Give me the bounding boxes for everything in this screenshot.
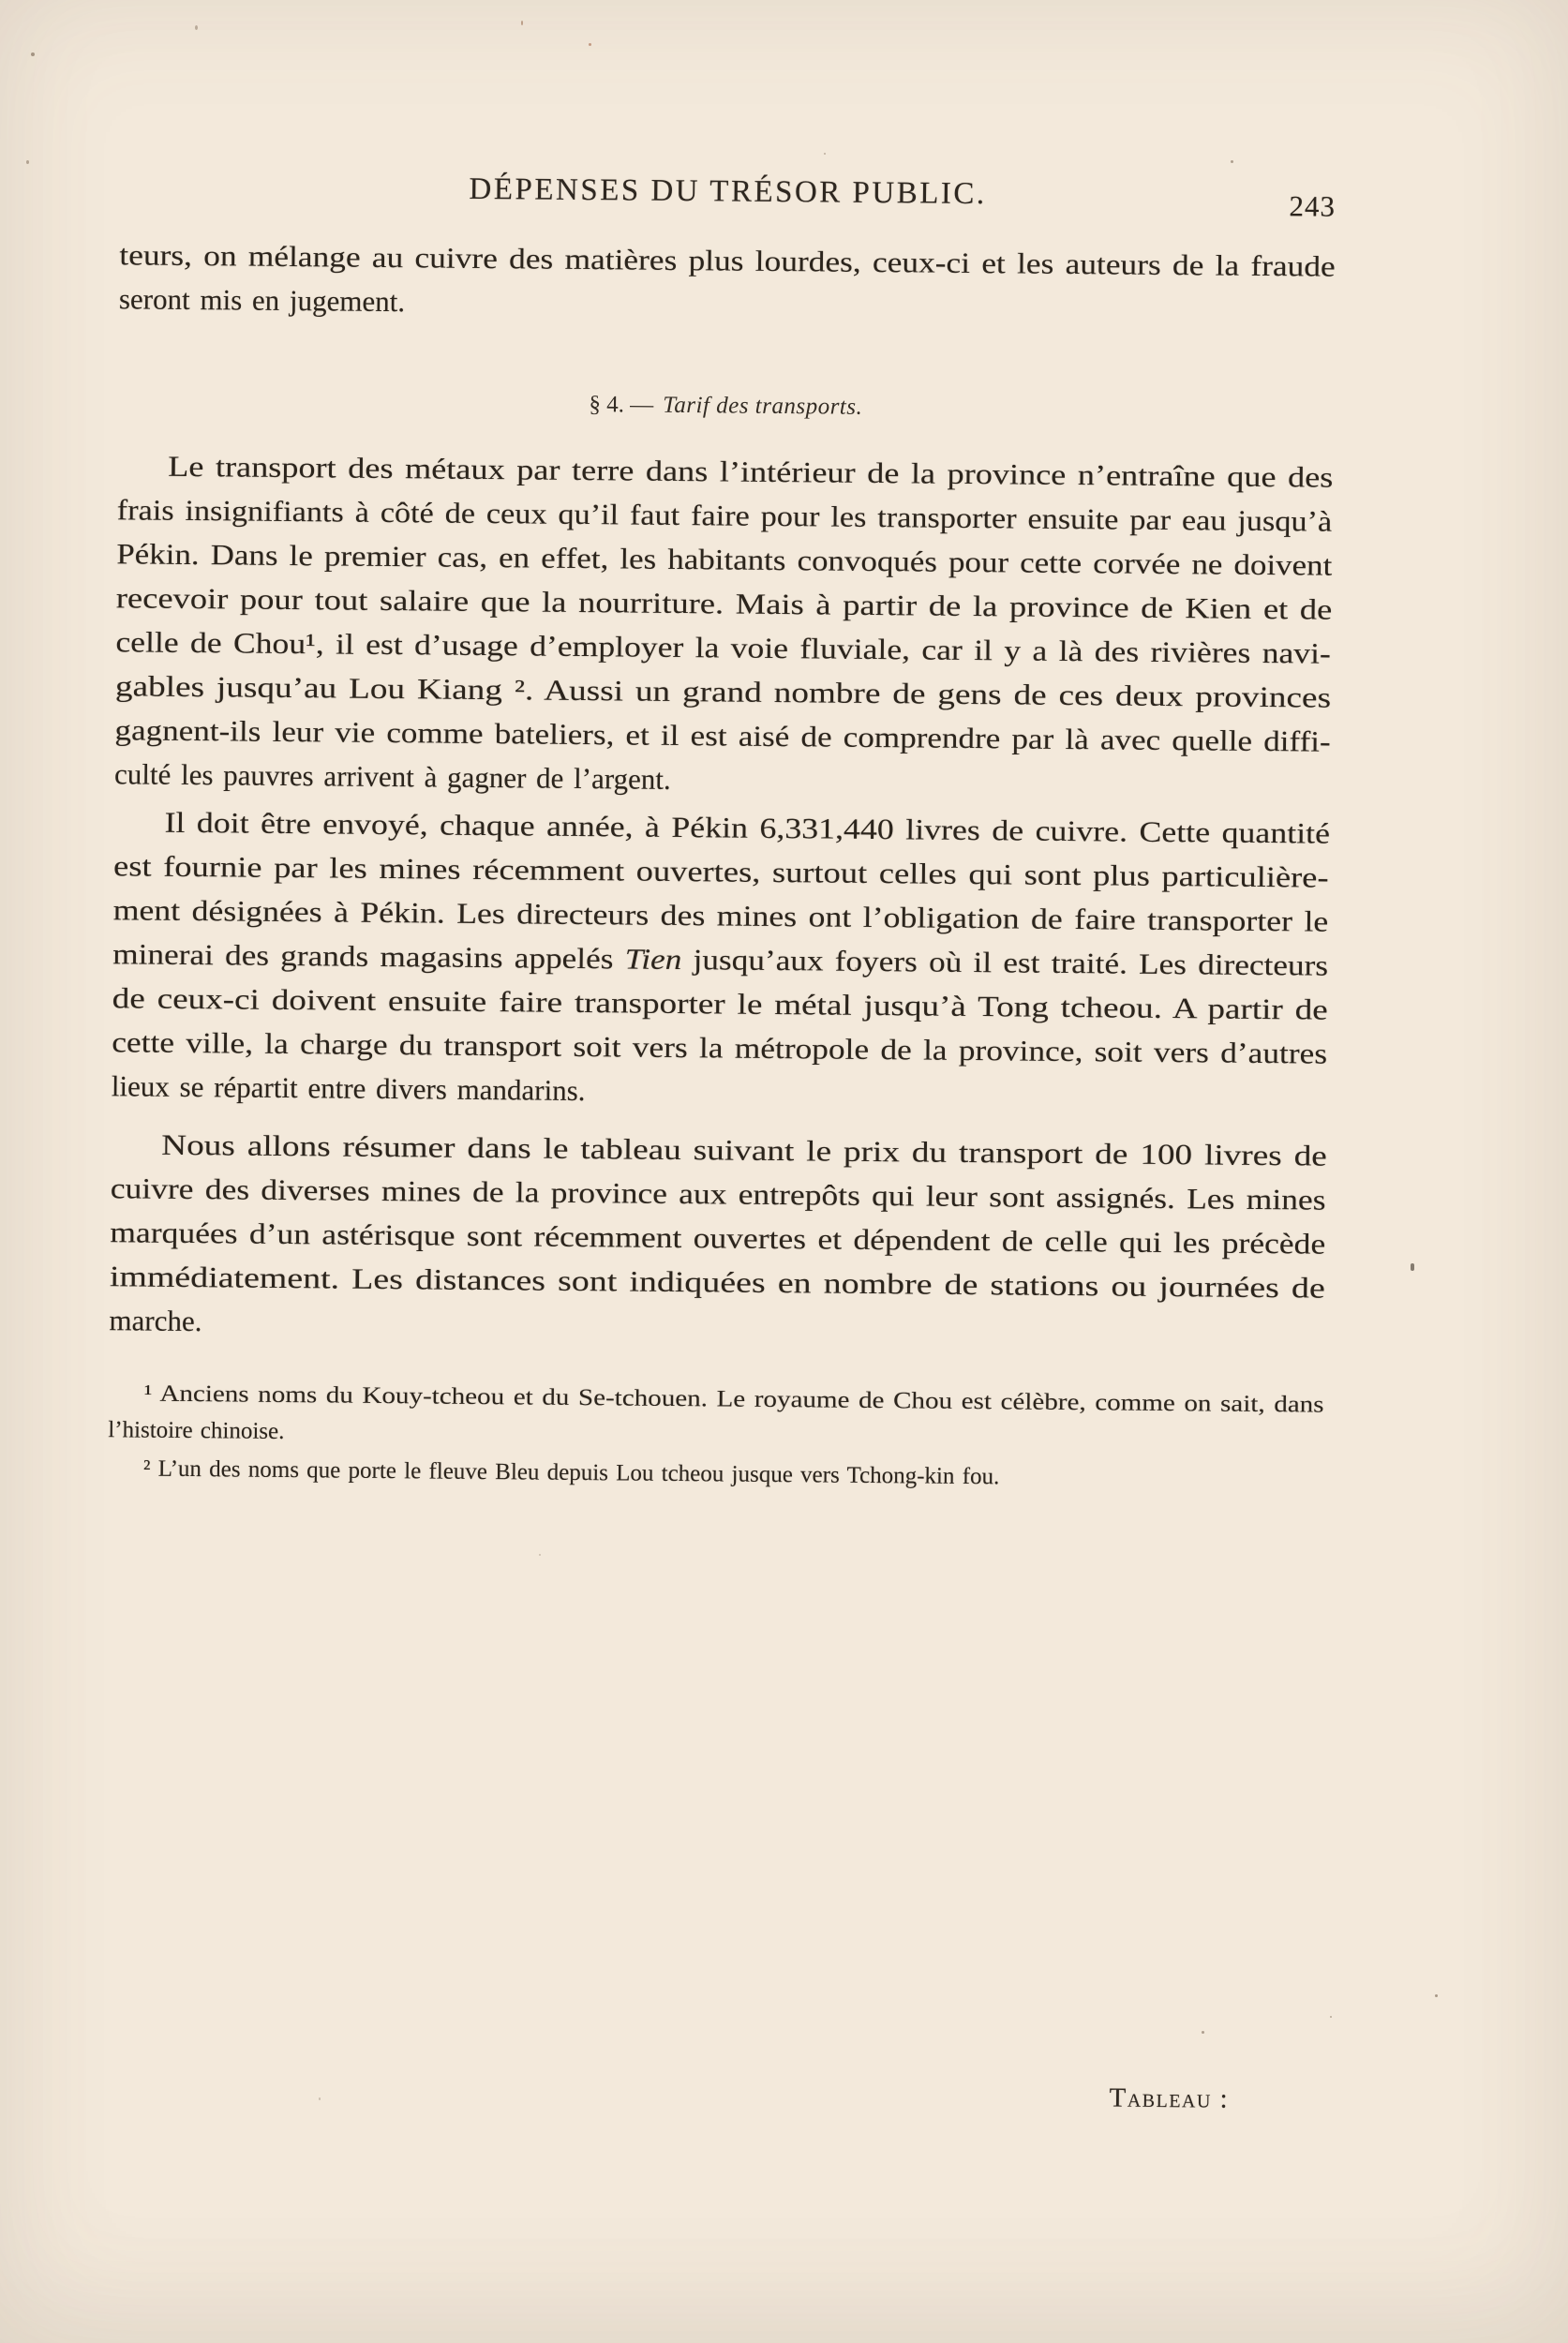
section-number: § 4. — xyxy=(589,392,654,418)
text-line: culté les pauvres arrivent à gagner de l’argent. xyxy=(113,757,671,796)
paper-speck xyxy=(539,1554,541,1556)
text-line: Pékin. Dans le premier cas, en effet, les habitants convoqués pour cette corvée ne doivent xyxy=(116,537,1333,582)
text-line: minerai des grands magasins appelés Tien jusqu’aux foyers où il est traité. Les directeurs xyxy=(112,937,1329,982)
paper-speck xyxy=(1435,1994,1438,1997)
text-line: de ceux-ci doivent ensuite faire transporter le métal jusqu’à Tong tcheou. A partir de xyxy=(112,981,1328,1026)
footnotes xyxy=(108,1375,1324,1498)
paper-speck xyxy=(1231,160,1233,163)
text-line: frais insignifiants à côté de ceux qu’il faut faire pour les transporter ensuite par eau jusqu’à xyxy=(116,493,1333,538)
text-line: immédiatement. Les distances sont indiquées en nombre de stations ou journées de xyxy=(109,1260,1325,1305)
footnote-1 xyxy=(108,1375,1324,1459)
paper-speck xyxy=(589,43,591,46)
paragraph-transport-terre xyxy=(114,443,1334,807)
paper-speck xyxy=(319,2097,321,2100)
paper-speck xyxy=(521,21,523,25)
continuation-paragraph xyxy=(119,232,1336,332)
section-title: Tarif des transports. xyxy=(663,392,863,420)
text-line: marche. xyxy=(109,1304,202,1338)
text-line: Le transport des métaux par terre dans l’intérieur de la province n’entraîne que des xyxy=(168,449,1334,494)
paper-speck xyxy=(26,160,29,164)
text-line: est fournie par les mines récemment ouvertes, surtout celles qui sont plus particulière- xyxy=(112,849,1329,894)
paper-speck xyxy=(855,967,857,970)
running-head-title: DÉPENSES DU TRÉSOR PUBLIC. xyxy=(469,172,987,212)
text-line: gagnent-ils leur vie comme bateliers, et il est aisé de comprendre par là avec quelle diffi- xyxy=(114,713,1331,758)
text-line: seront mis en jugement. xyxy=(118,282,406,319)
text-line: ² L’un des noms que porte le fleuve Bleu depuis Lou tcheou jusque vers Tchong-kin fou. xyxy=(142,1455,1000,1490)
paper-speck xyxy=(1330,2016,1332,2018)
text-line: cuivre des diverses mines de la province aux entrepôts qui leur sont assignés. Les mines xyxy=(110,1172,1326,1216)
text-line: lieux se répartit entre divers mandarins. xyxy=(111,1069,586,1108)
text-line: ¹ Anciens noms du Kouy-tcheou et du Se-tchouen. Le royaume de Chou est célèbre, comme on sait, dans xyxy=(143,1380,1324,1418)
text-line: l’histoire chinoise. xyxy=(108,1417,285,1444)
text-line: celle de Chou¹, il est d’usage d’employer la voie fluviale, car il y a là des rivières navi- xyxy=(115,625,1332,670)
text-line: marquées d’un astérisque sont récemment ouvertes et dépendent de celle qui les précède xyxy=(110,1216,1326,1261)
text-line: Nous allons résumer dans le tableau suivant le prix du transport de 100 livres de xyxy=(161,1127,1327,1172)
paper-speck xyxy=(824,153,826,155)
section-heading xyxy=(118,383,1334,428)
page-number: 243 xyxy=(1289,189,1337,223)
text-line: Il doit être envoyé, chaque année, à Pékin 6,331,440 livres de cuivre. Cette quantité xyxy=(164,805,1331,850)
text-line: teurs, on mélange au cuivre des matières plus lourdes, ceux-ci et les auteurs de la fraude xyxy=(119,238,1336,283)
paper-speck xyxy=(195,25,198,30)
text-line: ment désignées à Pékin. Les directeurs des mines ont l’obligation de faire transporter le xyxy=(112,893,1329,938)
text-line: cette ville, la charge du transport soit vers la métropole de la province, soit vers d’autres xyxy=(112,1025,1328,1070)
paragraph-tableau-annonce xyxy=(109,1122,1326,1353)
paper-speck xyxy=(1411,1263,1414,1271)
text-line: gables jusqu’au Lou Kiang ². Aussi un grand nombre de gens de ces deux provinces xyxy=(114,669,1332,714)
catchword-tableau: Tableau : xyxy=(1109,2082,1230,2114)
paper-speck xyxy=(1202,2031,1204,2034)
text-line: recevoir pour tout salaire que la nourriture. Mais à partir de la province de Kien et de xyxy=(115,581,1333,626)
paper-speck xyxy=(31,52,35,56)
paragraph-cuivre-pekin xyxy=(112,799,1330,1119)
